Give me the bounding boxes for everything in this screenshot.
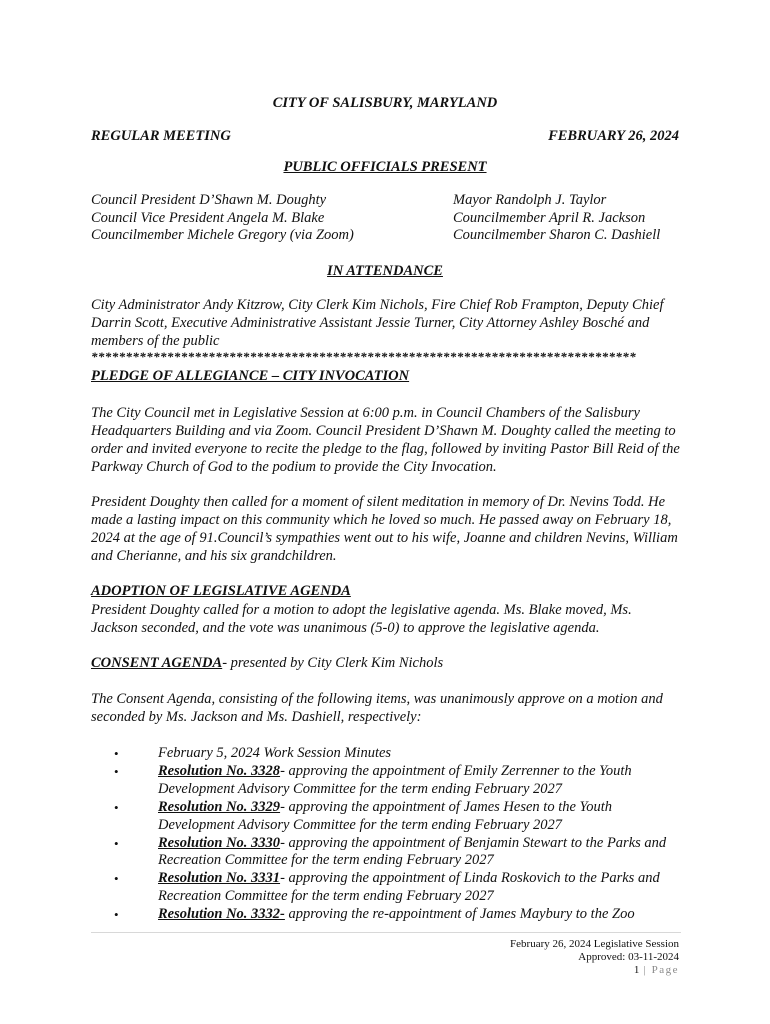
bullet-icon: • (114, 835, 119, 851)
list-item-text (158, 835, 678, 871)
list-item-text (158, 745, 678, 763)
attendance-paragraph: City Administrator Andy Kitzrow, City Clerk Kim Nichols, Fire Chief Rob Frampton, Deputy Chief Darrin Scott, Executive Administrative Assistant Jessie Turner, City Attorney Ashley Bosché and members of the public (91, 297, 664, 349)
list-item (0, 835, 770, 871)
consent-heading-line (91, 654, 681, 672)
consent-heading: CONSENT AGENDA (91, 655, 223, 671)
resolution-number: Resolution No. 3330 (158, 834, 281, 851)
separator-line: ******************************************************************************* (91, 350, 637, 364)
officials-right-column (453, 192, 660, 245)
page-separator: | (639, 964, 652, 976)
list-item-text (158, 763, 678, 799)
item-description: - approving the appointment of James Hesen to the Youth Development Advisory Committee for the term ending February 2027 (158, 798, 613, 833)
list-item (0, 870, 770, 906)
bullet-icon: • (114, 799, 119, 815)
list-item (0, 906, 770, 924)
item-description: approving the re-appointment of James Maybury to the Zoo (284, 906, 635, 923)
consent-presenter: - presented by City Clerk Kim Nichols (222, 655, 444, 671)
officials-heading: PUBLIC OFFICIALS PRESENT (283, 159, 487, 175)
bullet-icon: • (114, 746, 119, 761)
item-description: - approving the appointment of Benjamin Stewart to the Parks and Recreation Committee for the term ending February 2027 (158, 834, 667, 869)
resolution-number: Resolution No. 3331 (158, 870, 281, 887)
list-item (0, 763, 770, 799)
list-item-text (158, 906, 678, 924)
meeting-type: REGULAR MEETING (91, 128, 231, 144)
footer-page-number (634, 964, 679, 977)
document-title: CITY OF SALISBURY, MARYLAND (272, 95, 498, 111)
bullet-icon: • (114, 871, 119, 887)
officials-left-column (91, 192, 354, 245)
meditation-paragraph: President Doughty then called for a moment of silent meditation in memory of Dr. Nevins Todd. He made a lasting impact on this community which he loved so much. He passed away on February 18, 2024 at the age of 91.Council’s sympathies went out to his wife, Joanne and children Nevins, William and Cherianne, and his six grandchildren. (91, 494, 678, 564)
adoption-paragraph: President Doughty called for a motion to adopt the legislative agenda. Ms. Blake moved, Ms. Jackson seconded, and the vote was unanimous (5-0) to approve the legislative agenda. (91, 602, 632, 636)
official-name: Mayor Randolph J. Taylor (453, 192, 607, 208)
page-number: 1 (633, 964, 640, 976)
official-name: Council President D’Shawn M. Doughty (91, 192, 327, 208)
list-item (0, 799, 770, 835)
resolution-number: Resolution No. 3329 (158, 798, 281, 815)
list-item-text (158, 799, 678, 835)
list-item-text (158, 870, 678, 906)
pledge-paragraph: The City Council met in Legislative Session at 6:00 p.m. in Council Chambers of the Salisbury Headquarters Building and via Zoom. Council President D’Shawn M. Doughty called the meeting to order and invited everyone to recite the pledge to the flag, followed by inviting Pastor Bill Reid of the Parkway Church of God to the podium to provide the City Invocation. (91, 405, 680, 475)
page-label: Page (651, 964, 679, 976)
official-name: Council Vice President Angela M. Blake (91, 209, 325, 226)
resolution-number: Resolution No. 3332- (158, 906, 285, 923)
item-description: February 5, 2024 Work Session Minutes (158, 745, 392, 761)
adoption-heading: ADOPTION OF LEGISLATIVE AGENDA (91, 583, 351, 599)
list-item (0, 745, 770, 763)
official-name: Councilmember Sharon C. Dashiell (453, 227, 661, 243)
footer-session: February 26, 2024 Legislative Session (510, 938, 679, 950)
bullet-icon: • (114, 763, 119, 779)
official-name: Councilmember April R. Jackson (453, 209, 646, 226)
pledge-heading: PLEDGE OF ALLEGIANCE – CITY INVOCATION (91, 368, 410, 384)
item-description: - approving the appointment of Linda Roskovich to the Parks and Recreation Committee for the term ending February 2027 (158, 870, 660, 905)
attendance-heading: IN ATTENDANCE (327, 263, 443, 279)
footer-divider (91, 932, 681, 933)
official-name: Councilmember Michele Gregory (via Zoom) (91, 227, 354, 243)
resolution-number: Resolution No. 3328 (158, 762, 281, 779)
meeting-date: FEBRUARY 26, 2024 (548, 128, 679, 144)
consent-agenda-list (0, 745, 770, 924)
footer-approved: Approved: 03-11-2024 (578, 951, 679, 963)
consent-paragraph: The Consent Agenda, consisting of the following items, was unanimously approve on a motion and seconded by Ms. Jackson and Ms. Dashiell, respectively: (91, 691, 663, 725)
item-description: - approving the appointment of Emily Zerrenner to the Youth Development Advisory Committee for the term ending February 2027 (158, 762, 632, 797)
bullet-icon: • (114, 907, 119, 923)
